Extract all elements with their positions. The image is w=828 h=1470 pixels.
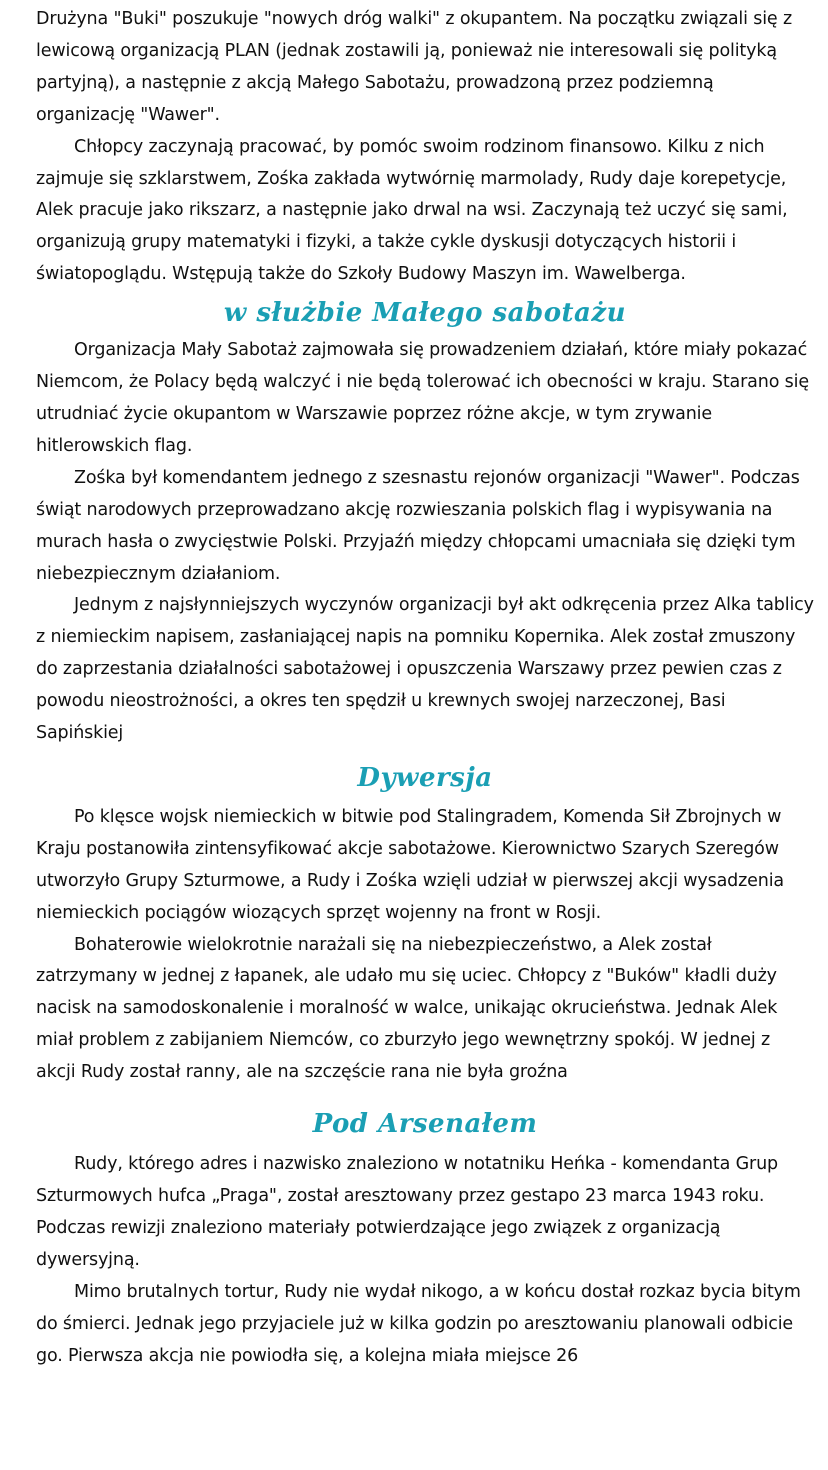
paragraph-maly-sabotaz-1: Organizacja Mały Sabotaż zajmowała się prowadzeniem działań, które miały pokazać Niemcom, że Polacy będą walczyć i nie będą tolerować ich obecności w kraju. Starano się utrudniać życie okupantom w Warszawie poprzez różne akcje, w tym zrywanie hitlerowskich flag. — [36, 340, 809, 456]
section-heading-pod-arsenalem: Pod Arsenałem — [312, 1109, 538, 1140]
section-heading-dywersja: Dywersja — [357, 762, 493, 793]
paragraph-arsenal-1: Rudy, którego adres i nazwisko znaleziono w notatniku Heńka - komendanta Grup Szturmowych hufca „Praga", został aresztowany przez gestapo 23 marca 1943 roku. Podczas rewizji znaleziono materiały potwierdzające jego związek z organizacją dywersyjną. — [36, 1154, 778, 1270]
paragraph-arsenal-2: Mimo brutalnych tortur, Rudy nie wydał nikogo, a w końcu dostał rozkaz bycia bitym do śmierci. Jednak jego przyjaciele już w kilka godzin po aresztowaniu planowali odbicie go. Pierwsza akcja nie powiodła się, a kolejna miała miejsce 26 — [36, 1281, 801, 1366]
paragraph-dywersja-1: Po klęsce wojsk niemieckich w bitwie pod Stalingradem, Komenda Sił Zbrojnych w Kraju postanowiła zintensyfikować akcje sabotażowe. Kierownictwo Szarych Szeregów utworzyło Grupy Szturmowe, a Rudy i Zośka wzięli udział w pierwszej akcji wysadzenia niemieckich pociągów wiozących sprzęt wojenny na front w Rosji. — [36, 806, 785, 923]
paragraph-maly-sabotaz-3: Jednym z najsłynniejszych wyczynów organizacji był akt odkręcenia przez Alka tablicy z niemieckim napisem, zasłaniającej napis na pomniku Kopernika. Alek został zmuszony do zaprzestania działalności sabotażowej i opuszczenia Warszawy przez pewien czas z powodu nieostrożności, a okres ten spędził u krewnych swojej narzeczonej, Basi Sapińskiej — [36, 595, 814, 744]
section-heading-maly-sabotaz: w służbie Małego sabotażu — [223, 298, 627, 329]
paragraph-dywersja-2: Bohaterowie wielokrotnie narażali się na niebezpieczeństwo, a Alek został zatrzymany w jednej z łapanek, ale udało mu się uciec. Chłopcy z "Buków" kładli duży nacisk na samodoskonalenie i moralność w walce, unikając okrucieństwa. Jednak Alek miał problem z zabijaniem Niemców, co zburzyło jego wewnętrzny spokój. W jednej z akcji Rudy został ranny, ale na szczęście rana nie była groźna — [36, 934, 778, 1083]
paragraph-maly-sabotaz-2: Zośka był komendantem jednego z szesnastu rejonów organizacji "Wawer". Podczas świąt narodowych przeprowadzano akcję rozwieszania polskich flag i wypisywania na murach hasła o zwycięstwie Polski. Przyjaźń między chłopcami umacniała się dzięki tym niebezpiecznym działaniom. — [36, 467, 800, 584]
paragraph-intro-buki: Drużyna "Buki" poszukuje "nowych dróg walki" z okupantem. Na początku związali się z lewicową organizacją PLAN (jednak zostawili ją, ponieważ nie interesowali się polityką partyjną), a następnie z akcją Małego Sabotażu, prowadzoną przez podziemną organizację "Wawer". — [36, 9, 792, 125]
paragraph-intro-work: Chłopcy zaczynają pracować, by pomóc swoim rodzinom finansowo. Kilku z nich zajmuje się szklarstwem, Zośka zakłada wytwórnię marmolady, Rudy daje korepetycje, Alek pracuje jako rikszarz, a następnie jako drwal na wsi. Zaczynają też uczyć się sami, organizują grupy matematyki i fizyki, a także cykle dyskusji dotyczących historii i światopoglądu. Wstępują także do Szkoły Budowy Maszyn im. Wawelberga. — [36, 136, 788, 285]
